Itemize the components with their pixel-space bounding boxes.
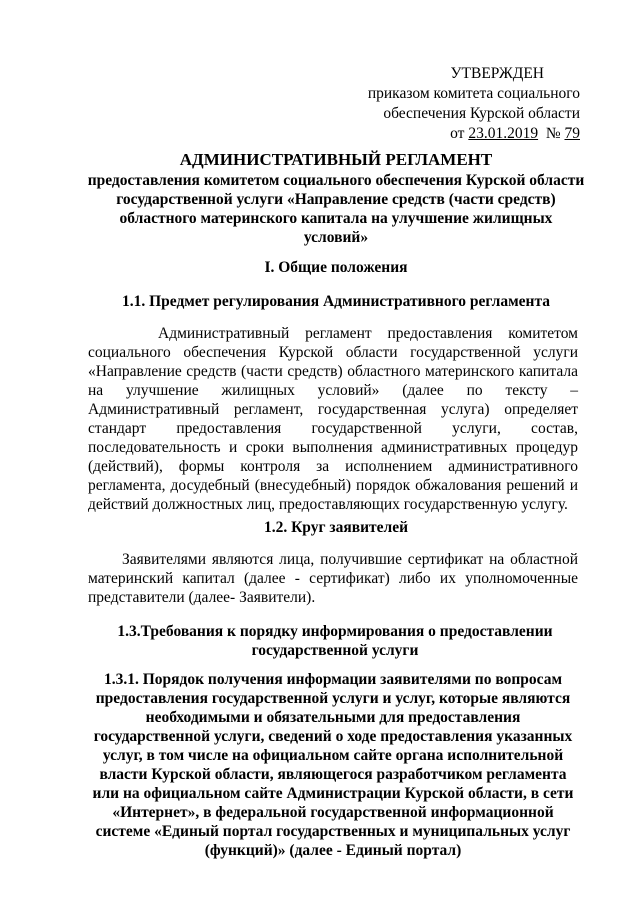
section-1-1-heading: 1.1. Предмет регулирования Административного регламента bbox=[121, 293, 551, 310]
title-main: АДМИНИСТРАТИВНЫЙ РЕГЛАМЕНТ bbox=[179, 150, 493, 169]
section-1-1-text: Административный регламент предоставления комитетом социального обеспечения Курской области государственной услуги «Направление средств (части средств) областного материнского капитала на улучшение жилищных условий» (далее по тексту – Административный регламент, государственная услуга) определяет стандарт предоставления государственной услуги, состав, последовательность и сроки выполнения административных процедур (действий), формы контроля за исполнением административного регламента, досудебный (внесудебный) порядок обжалования решений и действий должностных лиц, предоставляющих государственную услугу. bbox=[88, 325, 578, 513]
section-1-heading: I. Общие положения bbox=[264, 259, 408, 276]
approval-number: 79 bbox=[564, 125, 580, 142]
approval-date-line bbox=[368, 124, 580, 144]
approval-order-line: приказом комитета социального bbox=[367, 85, 580, 102]
number-prefix: № bbox=[545, 125, 561, 142]
approval-date: 23.01.2019 bbox=[468, 125, 539, 142]
section-1-2-text: Заявителями являются лица, получившие сертификат на областной материнский капитал (далее - сертификат) либо их уполномоченные представители (далее- Заявители). bbox=[88, 551, 578, 606]
section-1-3-1-text: 1.3.1. Порядок получения информации заявителями по вопросам предоставления государственной услуги и услуг, которые являются необходимыми и обязательными для предоставления государственной услуги, сведений о ходе предоставления указанных услуг, в том числе на официальном сайте органа исполнительной власти Курской области, являющегося разработчиком регламента или на официальном сайте Администрации Курской области, в сети «Интернет», в федеральной государственной информационной системе «Единый портал государственных и муниципальных услуг (функций)» (далее - Единый портал) bbox=[92, 671, 574, 859]
document-title bbox=[86, 150, 586, 247]
approval-stamp bbox=[368, 64, 580, 144]
section-1-3-heading: 1.3.Требования к порядку информирования о предоставлении государственной услуги bbox=[117, 623, 553, 659]
title-subtitle: предоставления комитетом социального обеспечения Курской области государственной услуги «Направление средств (части средств) областного материнского капитала на улучшение жилищных условий» bbox=[87, 172, 585, 246]
approval-org-line: обеспечения Курской области bbox=[383, 105, 580, 122]
section-1-2-heading: 1.2. Круг заявителей bbox=[263, 519, 409, 536]
approval-title: УТВЕРЖДЕН bbox=[450, 65, 544, 82]
date-prefix: от bbox=[450, 125, 469, 142]
